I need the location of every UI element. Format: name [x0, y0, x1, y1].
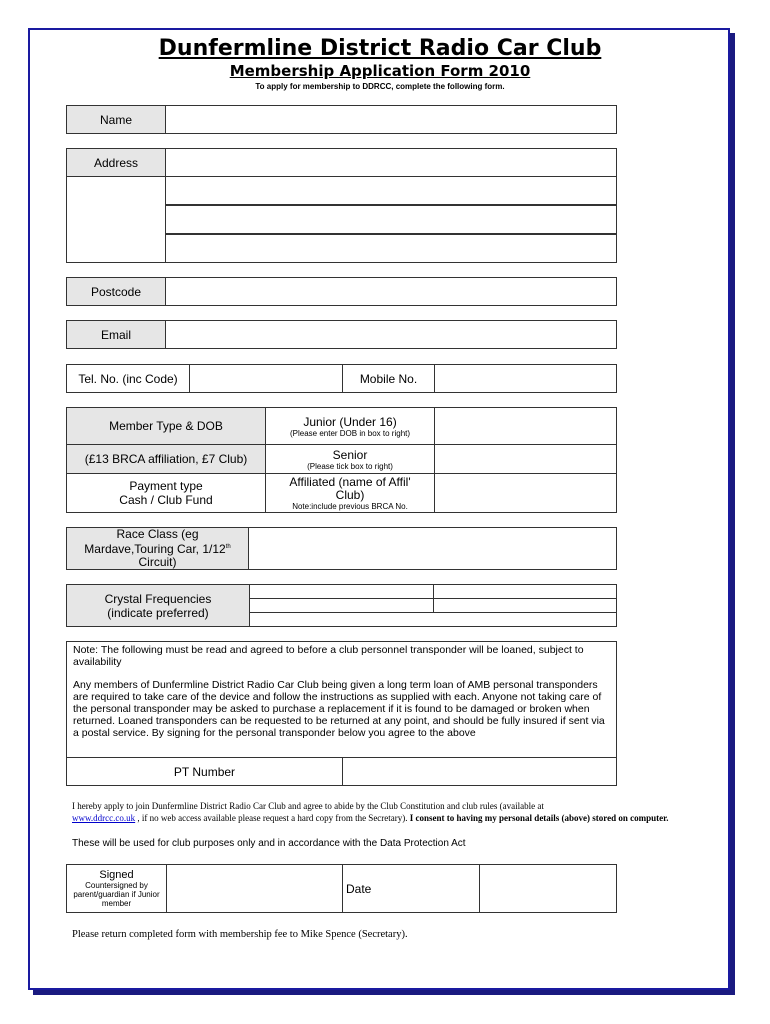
- pt-number-label: PT Number: [66, 757, 343, 786]
- postcode-label: Postcode: [66, 277, 166, 306]
- address-field-line-3[interactable]: [165, 205, 617, 234]
- consent-statement: [72, 800, 692, 824]
- race-class-line-1: Race Class (eg: [116, 527, 199, 541]
- crystal-label-line-2: (indicate preferred): [107, 605, 209, 620]
- email-field[interactable]: [165, 320, 617, 349]
- affiliation-fee-label: (£13 BRCA affiliation, £7 Club): [66, 444, 266, 474]
- junior-dob-field[interactable]: [434, 407, 617, 445]
- crystal-frequencies-label: [66, 584, 250, 627]
- signature-field[interactable]: [166, 864, 343, 913]
- consent-text-2: , if no web access available please request a hard copy from the Secretary).: [135, 813, 408, 823]
- junior-option: [265, 407, 435, 445]
- junior-label: Junior (Under 16): [303, 414, 397, 429]
- crystal-frequency-1[interactable]: [249, 584, 434, 599]
- senior-note: (Please tick box to right): [307, 461, 393, 471]
- crystal-label-line-1: Crystal Frequencies: [104, 591, 212, 606]
- name-label: Name: [66, 105, 166, 134]
- date-label: Date: [342, 864, 480, 913]
- tel-label: Tel. No. (inc Code): [66, 364, 190, 393]
- address-label: Address: [66, 148, 166, 177]
- tel-field[interactable]: [189, 364, 343, 393]
- crystal-frequency-3[interactable]: [249, 598, 434, 613]
- mobile-field[interactable]: [434, 364, 617, 393]
- payment-type-line-1: Payment type: [129, 479, 203, 493]
- senior-label: Senior: [332, 447, 368, 462]
- return-instructions: Please return completed form with membership fee to Mike Spence (Secretary).: [72, 929, 408, 940]
- form-title: Dunfermline District Radio Car Club: [158, 36, 602, 61]
- transponder-note: [66, 641, 617, 758]
- crystal-frequency-4[interactable]: [433, 598, 617, 613]
- senior-option: [265, 444, 435, 474]
- form-subtitle: Membership Application Form 2010: [229, 62, 531, 80]
- email-label: Email: [66, 320, 166, 349]
- payment-type-label: [66, 473, 266, 513]
- affiliated-note: Note:include previous BRCA No.: [292, 501, 408, 511]
- race-class-line-2-text: Mardave,Touring Car, 1/12: [84, 542, 226, 556]
- data-protection-text: These will be used for club purposes only and in accordance with the Data Protection Act: [72, 838, 466, 849]
- club-website-link[interactable]: www.ddrcc.co.uk: [72, 813, 136, 823]
- race-class-field[interactable]: [248, 527, 617, 570]
- senior-tick-field[interactable]: [434, 444, 617, 474]
- member-type-label: Member Type & DOB: [66, 407, 266, 445]
- mobile-label: Mobile No.: [342, 364, 435, 393]
- crystal-frequency-5[interactable]: [249, 612, 617, 627]
- postcode-field[interactable]: [165, 277, 617, 306]
- consent-bold: I consent to having my personal details (above) stored on computer.: [407, 813, 669, 823]
- transponder-note-intro: Note: The following must be read and agreed to before a club personnel transponder will be loaned, subject to availability: [73, 644, 584, 668]
- address-field-line-2[interactable]: [165, 176, 617, 205]
- form-page: [28, 28, 730, 990]
- pt-number-field[interactable]: [342, 757, 617, 786]
- junior-note: (Please enter DOB in box to right): [289, 428, 411, 438]
- address-field-line-4[interactable]: [165, 234, 617, 263]
- race-class-line-2: [84, 541, 230, 556]
- affiliated-club-field[interactable]: [434, 473, 617, 513]
- signed-label-cell: [66, 864, 167, 913]
- payment-type-line-2: Cash / Club Fund: [119, 493, 213, 507]
- race-class-superscript: th: [225, 544, 231, 550]
- name-field[interactable]: [165, 105, 617, 134]
- consent-text-1: I hereby apply to join Dunfermline District Radio Car Club and agree to abide by the Club Constitution and club rules (available at: [72, 801, 544, 811]
- form-intro: To apply for membership to DDRCC, complete the following form.: [255, 82, 505, 91]
- transponder-note-terms: Any members of Dunfermline District Radio Car Club being given a long term loan of AMB personal transponders are required to take care of the device and follow the instructions as supplied with each. Anyone not taking care of the personal transponder may be asked to purchase a replacement if it is found to be damaged or broken when returned. Loaned transponders can be requested to be returned at any point, and should be fully insured if sent via a postal service. By signing for the personal transponder below you agree to the above: [73, 679, 605, 739]
- crystal-frequency-2[interactable]: [433, 584, 617, 599]
- affiliated-option: [265, 473, 435, 513]
- countersigned-note: Countersigned by parent/guardian if Junior member: [73, 881, 160, 908]
- race-class-line-3: Circuit): [138, 555, 177, 569]
- address-label-spacer: [66, 176, 166, 263]
- affiliated-label: Affiliated (name of Affil' Club): [289, 474, 411, 502]
- address-field-line-1[interactable]: [165, 148, 617, 177]
- signed-label: Signed: [99, 869, 134, 881]
- race-class-label: [66, 527, 249, 570]
- date-field[interactable]: [479, 864, 617, 913]
